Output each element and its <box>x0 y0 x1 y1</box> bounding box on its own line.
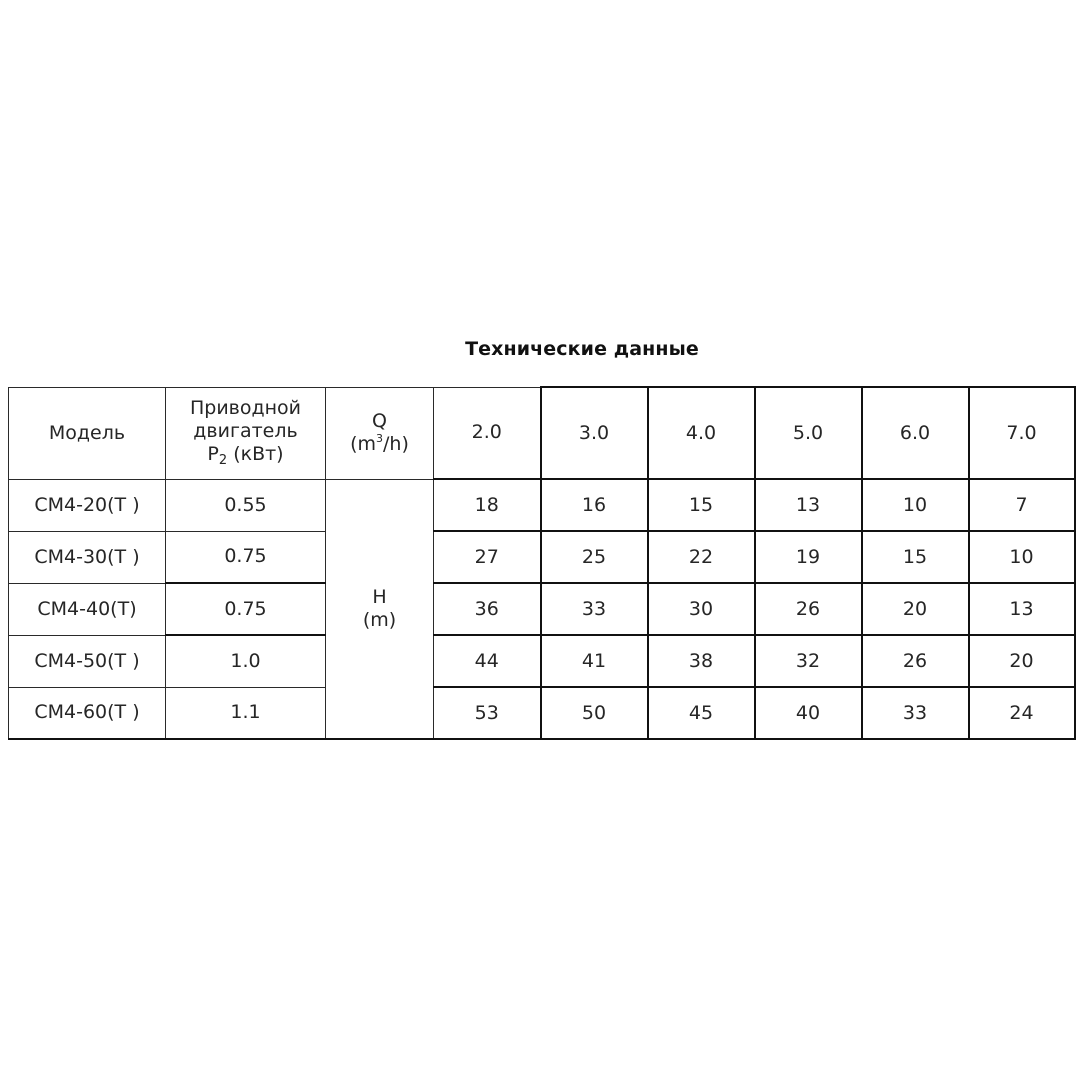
h-label: H <box>372 585 387 608</box>
head-value: 30 <box>648 583 755 635</box>
row-power: 0.55 <box>166 479 326 531</box>
header-q-unit-sup: 3 <box>376 432 384 445</box>
head-value: 13 <box>969 583 1075 635</box>
row-model: CM4-30(T ) <box>9 531 166 583</box>
head-value: 32 <box>755 635 862 687</box>
header-motor-line3 <box>166 443 325 469</box>
head-value: 22 <box>648 531 755 583</box>
table-row <box>9 531 1075 583</box>
head-value: 20 <box>862 583 969 635</box>
header-q-unit-close: /h) <box>383 433 409 455</box>
header-row <box>9 387 1075 479</box>
table-row <box>9 687 1075 739</box>
row-model: CM4-40(T) <box>9 583 166 635</box>
head-value: 10 <box>862 479 969 531</box>
head-value: 7 <box>969 479 1075 531</box>
head-value: 38 <box>648 635 755 687</box>
head-value: 45 <box>648 687 755 739</box>
head-value: 41 <box>541 635 648 687</box>
head-value: 33 <box>541 583 648 635</box>
head-value: 53 <box>434 687 541 739</box>
technical-data-table <box>8 386 1076 740</box>
head-value: 18 <box>434 479 541 531</box>
head-value: 15 <box>862 531 969 583</box>
header-motor-sub: 2 <box>218 453 228 468</box>
row-model: CM4-60(T ) <box>9 687 166 739</box>
header-motor-unit: (кВт) <box>233 443 284 465</box>
table-row <box>9 479 1075 531</box>
header-q-label: Q <box>372 410 387 433</box>
head-value: 50 <box>541 687 648 739</box>
table-title: Технические данные <box>465 338 699 360</box>
head-value: 10 <box>969 531 1075 583</box>
header-motor <box>166 387 326 479</box>
table-row <box>9 635 1075 687</box>
header-motor-line2: двигатель <box>193 420 298 443</box>
head-value: 25 <box>541 531 648 583</box>
header-flow: 2.0 <box>434 387 541 479</box>
header-motor-line1: Приводной <box>189 397 302 420</box>
head-value: 33 <box>862 687 969 739</box>
header-q-unit-open: (m <box>350 433 377 455</box>
header-q <box>326 387 434 479</box>
header-motor-p: P <box>207 443 219 465</box>
header-flow: 3.0 <box>541 387 648 479</box>
head-value: 27 <box>434 531 541 583</box>
header-flow: 7.0 <box>969 387 1075 479</box>
row-model: CM4-20(T ) <box>9 479 166 531</box>
h-cell <box>326 479 434 739</box>
head-value: 20 <box>969 635 1075 687</box>
header-model: Модель <box>9 387 166 479</box>
head-value: 13 <box>755 479 862 531</box>
header-flow: 5.0 <box>755 387 862 479</box>
head-value: 26 <box>862 635 969 687</box>
h-unit: (m) <box>362 608 397 631</box>
row-power: 1.0 <box>166 635 326 687</box>
table-row <box>9 583 1075 635</box>
row-power: 1.1 <box>166 687 326 739</box>
header-flow: 6.0 <box>862 387 969 479</box>
row-model: CM4-50(T ) <box>9 635 166 687</box>
head-value: 36 <box>434 583 541 635</box>
head-value: 44 <box>434 635 541 687</box>
header-q-unit <box>326 433 433 456</box>
header-flow: 4.0 <box>648 387 755 479</box>
head-value: 19 <box>755 531 862 583</box>
row-power: 0.75 <box>166 583 326 635</box>
head-value: 26 <box>755 583 862 635</box>
head-value: 15 <box>648 479 755 531</box>
head-value: 40 <box>755 687 862 739</box>
row-power: 0.75 <box>166 531 326 583</box>
head-value: 16 <box>541 479 648 531</box>
head-value: 24 <box>969 687 1075 739</box>
